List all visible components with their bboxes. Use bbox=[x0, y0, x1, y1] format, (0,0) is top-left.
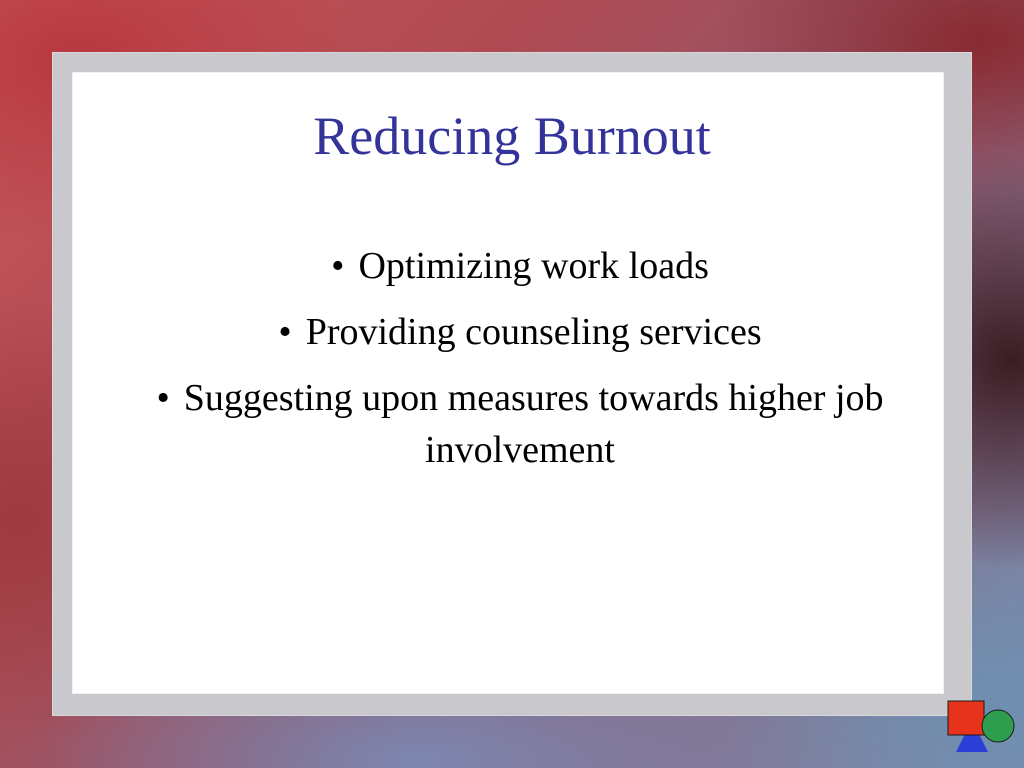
slide-title: Reducing Burnout bbox=[313, 106, 711, 166]
list-item bbox=[100, 306, 940, 358]
bullet-text: Optimizing work loads bbox=[358, 245, 709, 287]
bullet-marker: • bbox=[331, 245, 345, 287]
circle-shape bbox=[982, 710, 1014, 742]
list-item bbox=[100, 240, 940, 292]
bullet-marker: • bbox=[278, 311, 292, 353]
bullet-marker: • bbox=[156, 377, 170, 419]
bullet-text: Suggesting upon measures towards higher job involvement bbox=[183, 377, 884, 471]
bullet-text: Providing counseling services bbox=[305, 311, 762, 353]
square-shape bbox=[948, 701, 984, 735]
list-item bbox=[100, 372, 940, 476]
bullet-list bbox=[100, 240, 940, 490]
shapes-logo-icon bbox=[944, 698, 1020, 758]
